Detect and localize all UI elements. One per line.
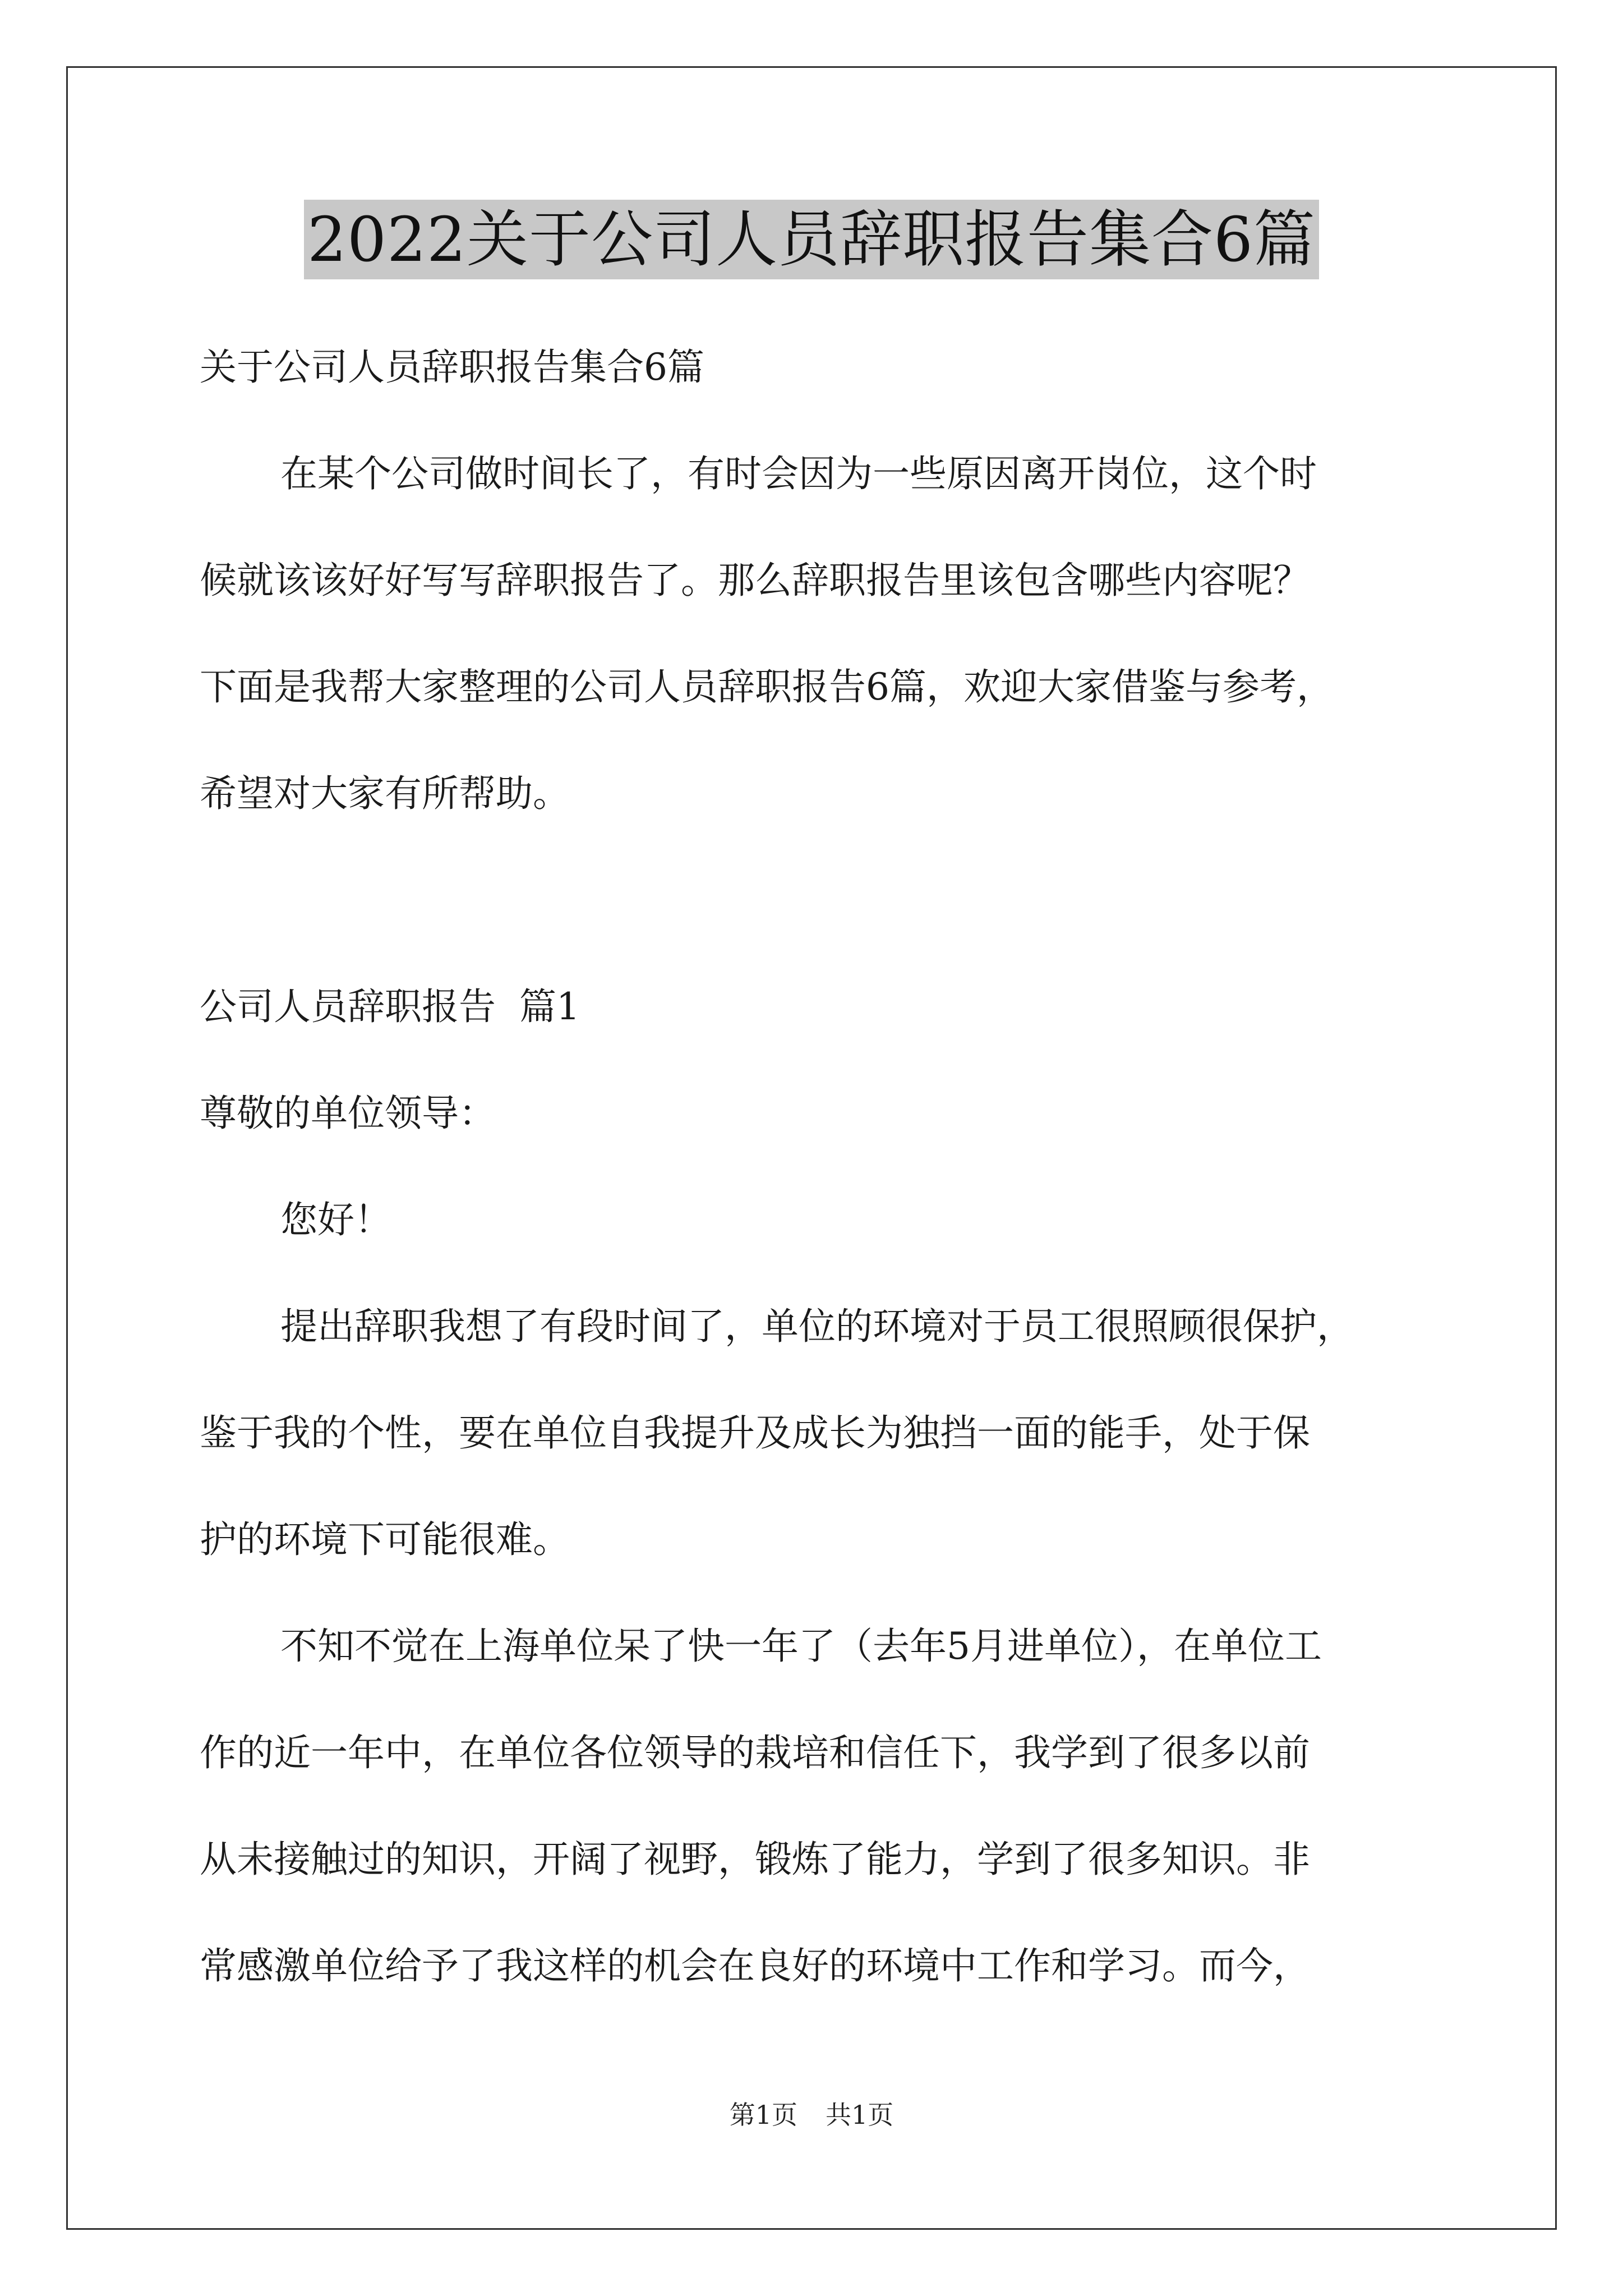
- paragraph-line: 鉴于我的个性，要在单位自我提升及成长为独挡一面的能手，处于保: [200, 1411, 1310, 1455]
- document-subtitle: 关于公司人员辞职报告集合6篇: [200, 346, 704, 389]
- greeting: 您好！: [280, 1198, 391, 1241]
- intro-line: 在某个公司做时间长了，有时会因为一些原因离开岗位，这个时: [280, 452, 1317, 495]
- paragraph-gap: [200, 847, 1430, 954]
- page-total: 共1页: [826, 2100, 894, 2130]
- document-body: [200, 314, 1430, 2019]
- section-heading: 公司人员辞职报告 篇1: [200, 985, 580, 1028]
- salutation: 尊敬的单位领导：: [200, 1092, 496, 1135]
- paragraph-line: 不知不觉在上海单位呆了快一年了（去年5月进单位），在单位工: [280, 1625, 1322, 1668]
- paragraph-line: 护的环境下可能很难。: [200, 1518, 570, 1561]
- title-container: [0, 200, 1623, 279]
- page-number: 第1页: [729, 2100, 797, 2130]
- paragraph-line: 常感激单位给予了我这样的机会在良好的环境中工作和学习。而今，: [200, 1944, 1310, 1987]
- intro-line: 候就该该好好写写辞职报告了。那么辞职报告里该包含哪些内容呢？: [200, 559, 1310, 602]
- page-footer: [0, 2098, 1623, 2132]
- paragraph-line: 提出辞职我想了有段时间了，单位的环境对于员工很照顾很保护，: [280, 1305, 1354, 1348]
- document-title: 2022关于公司人员辞职报告集合6篇: [304, 200, 1319, 279]
- intro-line: 下面是我帮大家整理的公司人员辞职报告6篇，欢迎大家借鉴与参考，: [200, 665, 1334, 708]
- paragraph-line: 作的近一年中，在单位各位领导的栽培和信任下，我学到了很多以前: [200, 1731, 1310, 1774]
- paragraph-line: 从未接触过的知识，开阔了视野，锻炼了能力，学到了很多知识。非: [200, 1838, 1310, 1881]
- intro-line: 希望对大家有所帮助。: [200, 772, 570, 815]
